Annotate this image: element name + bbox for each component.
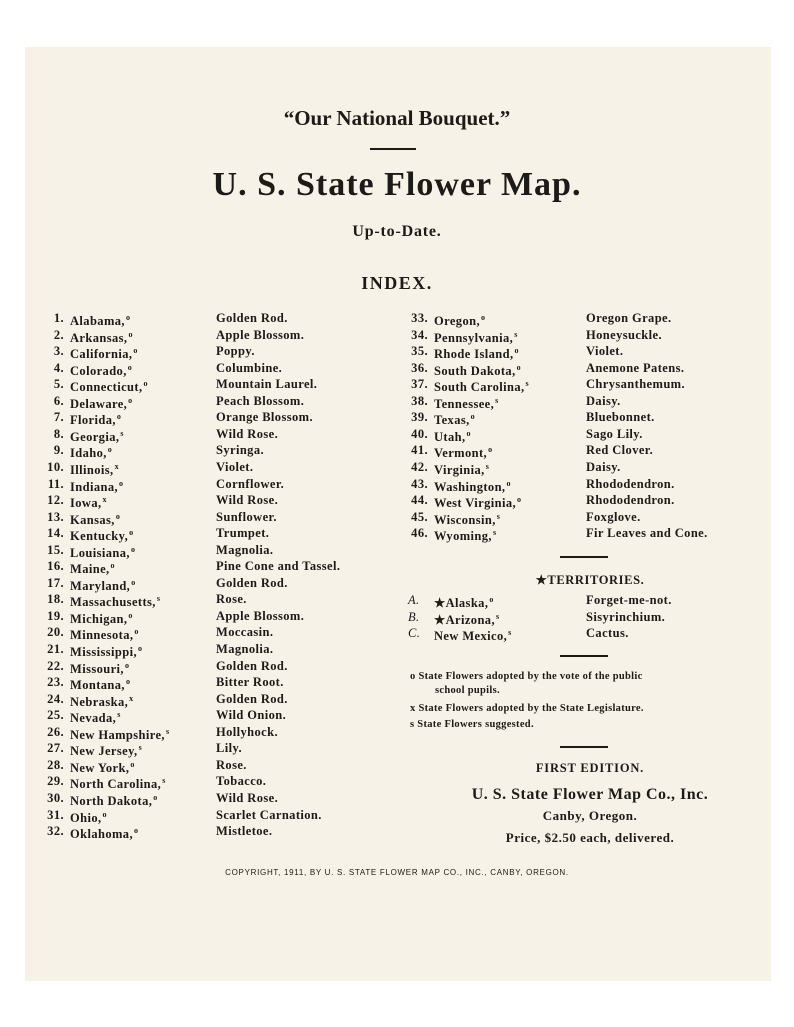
adoption-mark: o xyxy=(130,759,135,769)
state-flower: Bluebonnet. xyxy=(586,410,655,425)
adoption-mark: o xyxy=(128,395,133,405)
row-number: A. xyxy=(408,593,420,607)
state-flower: Orange Blossom. xyxy=(216,410,313,425)
state-name: ★Arizona, xyxy=(434,612,495,627)
adoption-mark: s xyxy=(508,628,512,637)
adoption-mark: o xyxy=(516,362,522,372)
state-flower: Rhododendron. xyxy=(586,476,675,491)
state-flower: Apple Blossom. xyxy=(216,608,305,623)
adoption-mark: o xyxy=(488,445,493,455)
state-flower: Oregon Grape. xyxy=(586,311,672,325)
row-number: 31. xyxy=(47,807,64,822)
adoption-mark: o xyxy=(153,792,158,802)
state-flower: Apple Blossom. xyxy=(216,327,305,342)
state-flower: Wild Rose. xyxy=(216,790,279,805)
row-number: 35. xyxy=(411,344,428,359)
subtitle: “Our National Bouquet.” xyxy=(283,106,511,130)
state-name: Illinois, xyxy=(70,463,114,478)
row-name xyxy=(434,525,496,544)
row-number: 41. xyxy=(411,443,428,458)
tagline: Up-to-Date. xyxy=(352,223,442,240)
adoption-mark: o xyxy=(143,379,148,389)
state-flower: Syringa. xyxy=(216,443,264,458)
state-name: Delaware, xyxy=(70,396,128,411)
state-name: Montana, xyxy=(70,678,125,693)
row-number: 44. xyxy=(411,493,428,508)
edition: FIRST EDITION. xyxy=(535,761,645,775)
row-number: 19. xyxy=(47,608,64,623)
adoption-mark: s xyxy=(495,395,499,405)
state-flower: Daisy. xyxy=(586,393,621,408)
state-name: New Hampshire, xyxy=(70,727,165,742)
row-number: 10. xyxy=(47,459,64,474)
row-number: 38. xyxy=(411,393,428,408)
state-name: New Mexico, xyxy=(434,629,508,644)
state-name: Wisconsin, xyxy=(434,512,496,527)
adoption-mark: o xyxy=(125,313,131,322)
state-name: Vermont, xyxy=(434,446,488,461)
state-flower: Lily. xyxy=(216,741,242,756)
row-number: 25. xyxy=(47,708,64,723)
state-flower: Golden Rod. xyxy=(216,311,288,325)
row-number: 32. xyxy=(47,824,64,839)
adoption-mark: o xyxy=(115,511,121,521)
state-flower: Trumpet. xyxy=(216,526,270,541)
territories-heading: ★TERRITORIES. xyxy=(535,573,645,587)
copyright: COPYRIGHT, 1911, BY U. S. STATE FLOWER MAP CO., INC., CANBY, OREGON. xyxy=(225,868,569,877)
row-number: 22. xyxy=(47,658,64,673)
adoption-mark: s xyxy=(496,511,501,521)
row-number: 16. xyxy=(47,559,64,574)
row-number: 7. xyxy=(53,410,64,425)
state-flower: Forget-me-not. xyxy=(586,593,672,607)
state-flower: Mistletoe. xyxy=(216,824,273,839)
state-name: California, xyxy=(70,347,133,362)
adoption-mark: o xyxy=(517,495,522,505)
row-number: 27. xyxy=(47,741,64,756)
row-number: 45. xyxy=(411,509,428,524)
state-name: Indiana, xyxy=(70,479,119,494)
state-flower: Foxglove. xyxy=(586,509,641,524)
state-name: Ohio, xyxy=(70,810,102,825)
state-name: West Virginia, xyxy=(434,496,516,511)
state-flower: Columbine. xyxy=(216,360,283,375)
divider xyxy=(560,746,608,748)
state-name: Florida, xyxy=(70,413,116,428)
row-number: 28. xyxy=(47,757,64,772)
row-number: 4. xyxy=(53,360,64,375)
state-flower: Chrysanthemum. xyxy=(586,377,686,392)
state-flower: Violet. xyxy=(216,459,254,474)
state-flower: Scarlet Carnation. xyxy=(216,807,322,822)
state-name: New York, xyxy=(70,761,130,775)
state-name: Minnesota, xyxy=(70,628,134,643)
row-number: 21. xyxy=(47,642,64,656)
state-flower: Tobacco. xyxy=(216,774,267,789)
adoption-mark: s xyxy=(120,428,124,438)
state-flower: Rhododendron. xyxy=(586,493,675,508)
adoption-mark: s xyxy=(525,379,530,389)
state-name: North Dakota, xyxy=(70,794,153,809)
state-name: Wyoming, xyxy=(434,529,492,544)
adoption-mark: o xyxy=(133,346,138,356)
adoption-mark: s xyxy=(138,743,143,753)
adoption-mark: o xyxy=(128,610,133,620)
adoption-mark: o xyxy=(128,329,133,339)
row-number: 14. xyxy=(47,526,64,541)
adoption-mark: o xyxy=(470,412,476,422)
state-flower: Sisyrinchium. xyxy=(586,609,666,624)
row-number: 46. xyxy=(411,526,428,541)
adoption-mark: o xyxy=(480,313,486,322)
state-flower: Wild Onion. xyxy=(216,708,287,723)
state-name: Oregon, xyxy=(434,314,480,329)
adoption-mark: s xyxy=(117,710,121,720)
row-number: 23. xyxy=(47,675,64,690)
adoption-mark: x xyxy=(114,461,119,471)
row-number: 34. xyxy=(411,327,428,342)
company-location: Canby, Oregon. xyxy=(542,808,638,823)
state-flower: Golden Rod. xyxy=(216,691,288,706)
price: Price, $2.50 each, delivered. xyxy=(505,830,675,845)
row-number: C. xyxy=(408,626,421,640)
state-name: Michigan, xyxy=(70,612,128,627)
adoption-mark: o xyxy=(134,826,139,836)
state-name: Louisiana, xyxy=(70,545,130,560)
state-name: Alabama, xyxy=(70,314,125,329)
state-flower: Cornflower. xyxy=(216,476,285,491)
row-number: 1. xyxy=(53,311,64,325)
state-name: South Carolina, xyxy=(434,380,525,395)
state-flower: Rose. xyxy=(216,592,247,607)
state-flower: Daisy. xyxy=(586,459,621,474)
row-number: 3. xyxy=(53,344,64,359)
state-flower: Poppy. xyxy=(216,344,255,359)
state-name: Massachusetts, xyxy=(70,595,156,610)
row-name xyxy=(70,823,138,842)
adoption-mark: o xyxy=(506,478,511,488)
row-number: 26. xyxy=(47,724,64,739)
adoption-mark: x xyxy=(102,495,107,505)
state-name: Iowa, xyxy=(70,496,102,511)
row-number: 11. xyxy=(47,476,64,491)
row-number: 20. xyxy=(47,625,64,640)
adoption-mark: s xyxy=(162,776,166,786)
adoption-mark: o xyxy=(130,544,136,554)
row-number: 43. xyxy=(411,476,428,491)
row-number: 39. xyxy=(411,410,428,425)
company-name: U. S. State Flower Map Co., Inc. xyxy=(471,786,709,803)
state-name: Georgia, xyxy=(70,430,120,444)
adoption-mark: o xyxy=(489,595,494,604)
adoption-mark: o xyxy=(131,577,136,587)
row-name xyxy=(434,625,512,644)
state-name: Utah, xyxy=(434,430,466,444)
state-name: Missouri, xyxy=(70,661,124,676)
adoption-mark: o xyxy=(137,644,143,653)
adoption-mark: o xyxy=(116,412,122,422)
row-number: 30. xyxy=(47,790,64,805)
row-number: 24. xyxy=(47,691,64,706)
state-name: ★Alaska, xyxy=(434,596,489,611)
state-name: Nebraska, xyxy=(70,694,129,709)
state-name: Oklahoma, xyxy=(70,827,133,842)
adoption-mark: o xyxy=(110,561,115,571)
legend-suggested: s State Flowers suggested. xyxy=(410,719,534,730)
state-flower: Rose. xyxy=(216,757,247,772)
row-number: B. xyxy=(408,609,420,624)
adoption-mark: o xyxy=(466,428,471,438)
row-number: 29. xyxy=(47,774,64,789)
state-flower: Pine Cone and Tassel. xyxy=(216,559,341,574)
state-name: North Carolina, xyxy=(70,777,162,792)
row-number: 17. xyxy=(47,575,64,590)
state-flower: Hollyhock. xyxy=(216,724,278,739)
state-name: Mississippi, xyxy=(70,645,137,660)
legend-legislature: x State Flowers adopted by the State Legislature. xyxy=(410,703,644,714)
state-name: Tennessee, xyxy=(434,396,495,411)
adoption-mark: o xyxy=(134,627,139,637)
row-number: 13. xyxy=(47,509,64,524)
adoption-mark: o xyxy=(127,362,133,372)
row-number: 15. xyxy=(47,542,64,557)
adoption-mark: x xyxy=(129,693,134,703)
state-name: Arkansas, xyxy=(70,330,128,345)
state-flower: Mountain Laurel. xyxy=(216,377,318,392)
state-flower: Golden Rod. xyxy=(216,575,288,590)
state-flower: Magnolia. xyxy=(216,642,274,656)
adoption-mark: o xyxy=(107,445,113,455)
row-number: 2. xyxy=(53,327,64,342)
row-number: 33. xyxy=(411,311,428,325)
row-number: 6. xyxy=(53,393,64,408)
state-flower: Anemone Patens. xyxy=(586,360,685,375)
state-name: Connecticut, xyxy=(70,380,143,395)
state-flower: Fir Leaves and Cone. xyxy=(586,526,708,541)
adoption-mark: o xyxy=(129,528,134,538)
adoption-mark: s xyxy=(514,329,518,339)
adoption-mark: o xyxy=(124,660,130,670)
state-flower: Moccasin. xyxy=(216,625,274,640)
state-name: Kentucky, xyxy=(70,529,129,544)
state-flower: Sago Lily. xyxy=(586,426,643,441)
row-number: 8. xyxy=(53,426,64,441)
state-flower: Honeysuckle. xyxy=(586,327,662,342)
row-number: 9. xyxy=(53,443,64,458)
row-number: 40. xyxy=(411,426,428,441)
row-number: 12. xyxy=(47,493,64,508)
state-flower: Wild Rose. xyxy=(216,493,279,508)
adoption-mark: o xyxy=(102,809,107,819)
state-flower: Cactus. xyxy=(586,626,629,640)
adoption-mark: o xyxy=(125,677,131,687)
divider xyxy=(370,148,416,150)
state-name: Washington, xyxy=(434,479,506,494)
legend-vote-cont: school pupils. xyxy=(435,685,500,696)
state-name: Texas, xyxy=(434,413,470,428)
state-flower: Golden Rod. xyxy=(216,658,288,673)
divider xyxy=(560,556,608,558)
state-name: Colorado, xyxy=(70,363,127,378)
row-number: 37. xyxy=(411,377,428,392)
state-name: Pennsylvania, xyxy=(434,330,514,345)
row-number: 42. xyxy=(411,459,428,474)
state-name: Maine, xyxy=(70,562,110,577)
row-number: 18. xyxy=(47,592,64,607)
adoption-mark: s xyxy=(165,726,170,736)
state-flower: Wild Rose. xyxy=(216,426,279,441)
state-flower: Violet. xyxy=(586,344,624,359)
index-heading: INDEX. xyxy=(361,273,433,293)
state-flower: Magnolia. xyxy=(216,542,274,557)
state-flower: Sunflower. xyxy=(216,509,277,524)
row-number: 5. xyxy=(53,377,64,392)
adoption-mark: s xyxy=(492,528,497,538)
state-name: South Dakota, xyxy=(434,363,516,378)
state-flower: Red Clover. xyxy=(586,443,654,458)
adoption-mark: s xyxy=(495,611,500,621)
divider xyxy=(560,655,608,657)
state-name: Idaho, xyxy=(70,446,107,461)
state-name: Virginia, xyxy=(434,463,485,478)
state-name: Maryland, xyxy=(70,578,131,593)
state-name: New Jersey, xyxy=(70,744,138,759)
adoption-mark: s xyxy=(156,594,161,604)
adoption-mark: o xyxy=(119,478,124,488)
row-number: 36. xyxy=(411,360,428,375)
page-title: U. S. State Flower Map. xyxy=(212,166,582,203)
state-flower: Bitter Root. xyxy=(216,675,284,690)
state-name: Rhode Island, xyxy=(434,347,514,362)
adoption-mark: s xyxy=(485,461,490,471)
state-name: Nevada, xyxy=(70,711,117,726)
state-flower: Peach Blossom. xyxy=(216,393,305,408)
adoption-mark: o xyxy=(514,346,519,356)
state-name: Kansas, xyxy=(70,512,115,527)
legend-vote: o State Flowers adopted by the vote of the public xyxy=(410,671,643,682)
